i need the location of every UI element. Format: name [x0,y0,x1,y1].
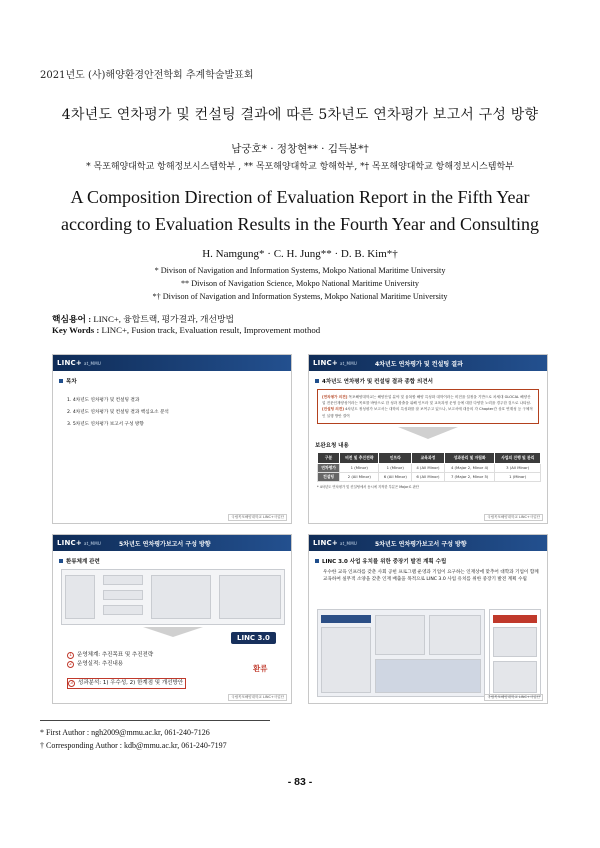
square-bullet-icon [315,559,319,563]
page-number: - 83 - [287,776,313,788]
slide-title: 4차년도 연차평가 및 컨설팅 결과 [375,360,463,368]
components-list [57,651,186,689]
english-authors: H. Namgung* · C. H. Jung** · D. B. Kim*† [202,248,398,260]
down-arrow-icon [143,627,203,637]
slide-contents [52,354,292,524]
plan-bullet: 우수한 교육 인프라를 갖춘 사회 공헌 프로그램 운영과 기업이 요구하는 인재상에 맞추어 대학과 기업이 함께 교육하여 실무적 소양을 갖춘 인재 배출을 목적으로 LINC 3.0 사업 유치를 위한 중장기 발전 계획 수립 [323,570,539,582]
table-cell: 1 (Minor) [379,463,412,472]
square-bullet-icon [59,379,63,383]
table-cell: 2 (All Minor) [340,472,379,481]
diagram-block [103,590,143,600]
keywords-en [52,325,320,335]
keywords-ko-label: 핵심용어 : [52,314,92,324]
number-badge: 1 [67,652,74,659]
diagram-block [65,575,95,619]
table-row [318,463,541,472]
table-header-row [318,452,541,463]
table-cell: 1 (Minor) [340,463,379,472]
english-affiliation-3: *† Divison of Navigation and Information Systems, Mokpo National Maritime University [152,292,448,301]
section-label: 환류체계 관련 [59,557,291,565]
number-badge: 2 [67,661,74,668]
slide-title: 5차년도 연차평가보고서 구성 방향 [375,540,467,548]
diagram-block [103,605,143,615]
toc-list [67,395,291,431]
table-header: 사업의 진행 및 관리 [495,452,541,463]
table-cell: 1 (Minor) [495,472,541,481]
section-label: 목차 [59,377,291,385]
table-cell: 3 (All Minor) [495,463,541,472]
slide-header [53,355,291,371]
opinion-text: 목포해양대학교는 해양산업 분야 및 융복합 해양 특성화 대학이라는 비전을 설정을 기반으로 차세대 GLOCAL 해양산업 전문인재양성이라는 목표를 바탕으로 한 성과 창출을 위해 인프라 및 교육과정 운영 등에 대한 다양한 노력을 경주한 것으로 나타남. [322,395,532,406]
footnote-divider [40,720,270,721]
table-header: 교육과정 [412,452,445,463]
linc3-badge: LINC 3.0 [231,632,276,644]
keywords-ko-text: LINC+, 융합트랙, 평가결과, 개선방법 [93,314,234,324]
table-header: 비전 및 추진전략 [340,452,379,463]
keywords-ko [52,312,234,325]
diagram-block [321,615,371,623]
footnote-corresponding-author: † Corresponding Author : kdb@mmu.ac.kr, 061-240-7197 [40,741,227,750]
row-label: 연차평가 [318,463,340,472]
diagram-block [151,575,211,619]
opinion-text: 4차년도 정성평가 보고서는 대학의 특성화를 잘 보여주고 있으나, 보고서에 대응의 각 Chapter간 상호 연계성 등 구체적인 실행 방안 결여 [322,407,533,418]
slide-title: 5차년도 연차평가보고서 구성 방향 [119,540,211,548]
diagram-block [321,627,371,693]
slide-footer: 국립목포해양대학교 LINC+사업단 [228,514,287,521]
footnote-first-author: * First Author : ngh2009@mmu.ac.kr, 061-240-7126 [40,728,210,737]
keywords-en-label: Key Words : [52,325,100,335]
english-title [0,184,600,238]
opinion-label: [컨설팅 의견] [322,407,344,412]
table-cell: 6 (All Minor) [379,472,412,481]
korean-affiliations: * 목포해양대학교 항해정보시스템학부 , ** 목포해양대학교 항해학부, *† 목포해양대학교 항해정보시스템학부 [86,162,514,172]
table-header: 성과관리 및 자립화 [444,452,495,463]
slide-evaluation-results [308,354,548,524]
english-affiliation-1: * Divison of Navigation and Information Systems, Mokpo National Maritime University [154,266,446,275]
table-cell: 4 (All Minor) [412,463,445,472]
table-cell: 7 (Major 2, Minor 5) [444,472,495,481]
linc-logo: LINC+ at_MMU [57,359,101,367]
section-label: LINC 3.0 사업 유치를 위한 중장기 발전 계획 수립 [315,557,547,565]
english-title-line2: according to Evaluation Results in the Fourth Year and Consulting [61,214,539,234]
toc-item: 1. 4차년도 연차평가 및 컨설팅 결과 [67,398,140,403]
feedback-label: 환류 [253,664,268,673]
toc-item: 2. 4차년도 연차평가 및 컨설팅 결과 핵심요소 분석 [67,410,169,415]
toc-item: 3. 5차년도 연차평가 보고서 구성 방향 [67,422,144,427]
component-item: 3 성과분석: 1) 우수성, 2) 한계점 및 개선방안 [67,678,186,689]
diagram-block [429,615,481,655]
table-cell: 6 (All Minor) [412,472,445,481]
table-cell: 4 (Major 2, Minor 4) [444,463,495,472]
component-item: 2 운영실적: 추진내용 [67,660,186,669]
table-title: 보완요청 내용 [315,442,349,449]
slide-header [309,535,547,551]
section-label: 4차년도 연차평가 및 컨설팅 결과 종합 의견서 [315,377,547,385]
request-table [317,452,541,482]
diagram-block [219,575,281,619]
diagram-block [375,615,425,655]
diagram-block [103,575,143,585]
english-affiliation-2: ** Divison of Navigation Science, Mokpo National Maritime University [180,279,420,288]
slide-footer: 국립목포해양대학교 LINC+사업단 [228,694,287,701]
diagram-block [493,615,537,623]
korean-authors: 남궁호* · 정창현** · 김득봉*† [231,143,369,155]
component-item: 1 운영체계: 추진목표 및 추진전략 [67,651,186,660]
opinion-box [317,389,539,424]
table-header: 인프라 [379,452,412,463]
down-arrow-icon [398,427,458,439]
square-bullet-icon [315,379,319,383]
table-row [318,472,541,481]
keywords-en-text: LINC+, Fusion track, Evaluation result, Improvement mothod [101,325,321,335]
linc-logo: LINC+ at_MMU [313,359,357,367]
diagram-block [493,627,537,657]
number-badge: 3 [68,680,75,687]
linc-logo: LINC+ at_MMU [57,539,101,547]
slide-feedback-system [52,534,292,704]
conference-header: 2021년도 (사)해양환경안전학회 추계학술발표회 [40,70,254,81]
linc-logo: LINC+ at_MMU [313,539,357,547]
slide-header [309,355,547,371]
table-note: * 4차년도 연차평가 및 컨설팅에서 동시에 지적한 부분은 Major로 판단 [317,484,419,489]
slide-footer: 국립목포해양대학교 LINC+사업단 [484,514,543,521]
table-header: 구분 [318,452,340,463]
slide-footer: 국립목포해양대학교 LINC+사업단 [484,694,543,701]
korean-title: 4차년도 연차평가 및 컨설팅 결과에 따른 5차년도 연차평가 보고서 구성 방향 [61,107,539,123]
square-bullet-icon [59,559,63,563]
row-label: 컨설팅 [318,472,340,481]
slide-long-term-plan [308,534,548,704]
diagram-block [375,659,481,693]
english-title-line1: A Composition Direction of Evaluation Report in the Fifth Year [70,187,530,207]
opinion-label: [연차평가 의견] [322,395,348,399]
diagram-block [493,661,537,693]
slide-header [53,535,291,551]
